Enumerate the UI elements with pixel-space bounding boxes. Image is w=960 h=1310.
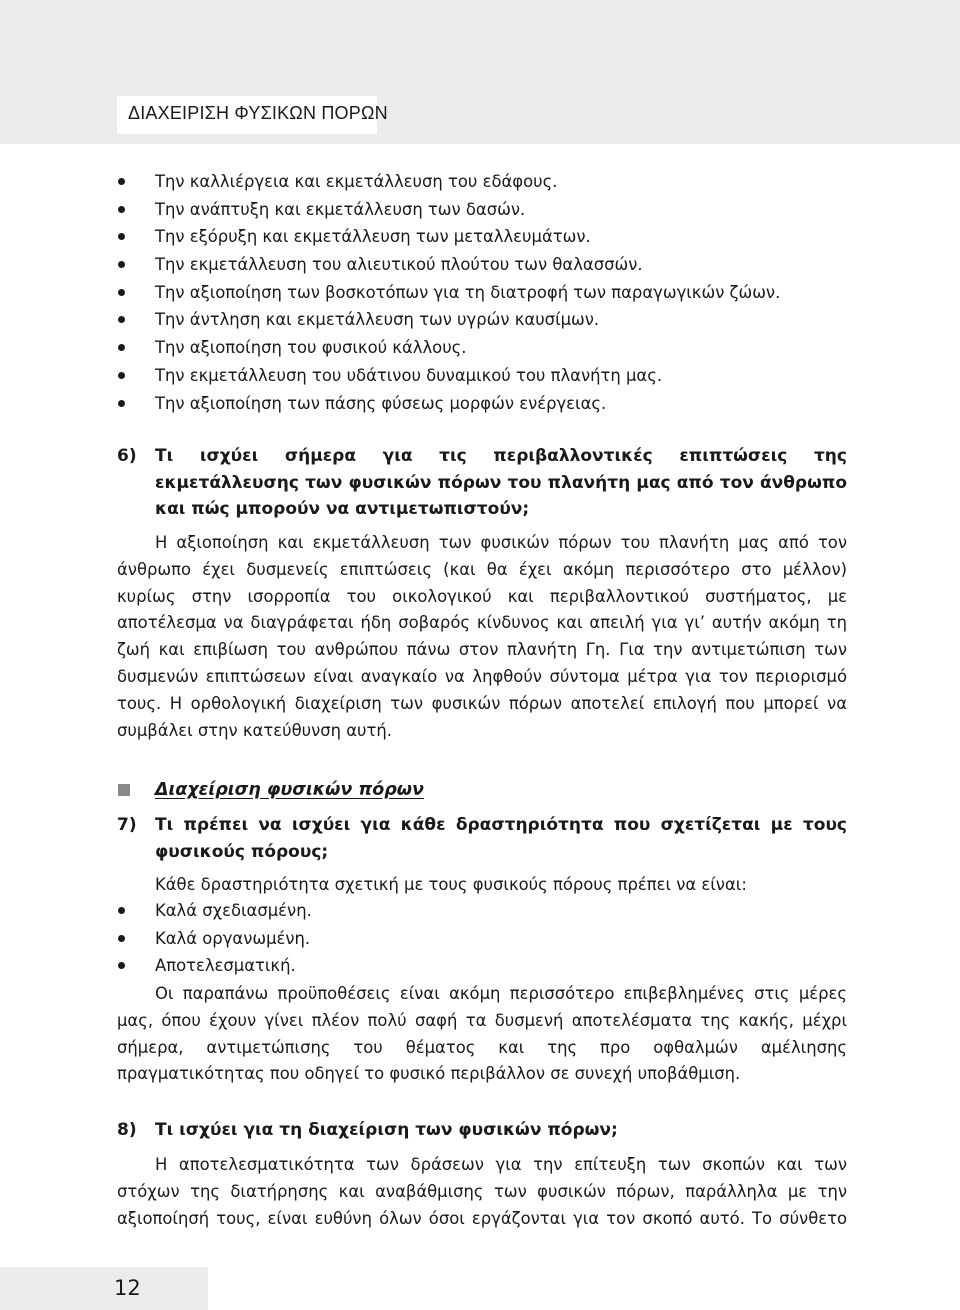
question-number: 6) bbox=[117, 446, 137, 466]
section-title: Διαχείριση φυσικών πόρων bbox=[155, 780, 424, 800]
answer-8: Η αποτελεσματικότητα των δράσεων για την επίτευξη των σκοπών και των στόχων της διατήρησης και αναβάθμισης των φυσικών πόρων, παράλληλα με την αξιοποίησή τους, είναι ευθύνη όλων όσοι εργάζονται για τον σκοπό αυτό. Το σύνθετο bbox=[117, 1155, 847, 1228]
question-number: 8) bbox=[117, 1120, 137, 1140]
question-7 bbox=[117, 812, 847, 865]
chapter-title: ΔΙΑΧΕΙΡΙΣΗ ΦΥΣΙΚΩΝ ΠΟΡΩΝ bbox=[128, 103, 388, 123]
bullet-icon bbox=[118, 907, 125, 914]
bullet-icon bbox=[118, 400, 125, 407]
section-heading bbox=[117, 776, 424, 804]
answer-7: Οι παραπάνω προϋποθέσεις είναι ακόμη περισσότερο επιβεβλημένες στις μέρες μας, όπου έχουν γίνει πλέον πολύ σαφή τα δυσμενή αποτελέσματα της κακής, μέχρι σήμερα, αντιμετώπισης του θέματος και της προ οφθαλμών αμέλιησης πραγματικότητας που οδηγεί το φυσικό περιβάλλον σε συνεχή υποβάθμιση. bbox=[117, 984, 847, 1084]
list-item: Καλά σχεδιασμένη. bbox=[117, 897, 857, 925]
list-item: Καλά οργανωμένη. bbox=[117, 925, 857, 953]
page-number: 12 bbox=[114, 1276, 141, 1300]
list-item: Την αξιοποίηση των βοσκοτόπων για τη διατροφή των παραγωγικών ζώων. bbox=[117, 279, 857, 307]
question-8 bbox=[117, 1117, 847, 1144]
bullet-icon bbox=[118, 289, 125, 296]
list-item: Την αξιοποίηση των πάσης φύσεως μορφών ενέργειας. bbox=[117, 390, 857, 418]
bullet-icon bbox=[118, 261, 125, 268]
question-text: Τι πρέπει να ισχύει για κάθε δραστηριότητα που σχετίζεται με τους φυσικούς πόρους; bbox=[155, 815, 847, 862]
question-number: 7) bbox=[117, 815, 137, 835]
bullet-icon bbox=[118, 178, 125, 185]
list-item: Την εκμετάλλευση του αλιευτικού πλούτου των θαλασσών. bbox=[117, 251, 857, 279]
bullet-icon bbox=[118, 962, 125, 969]
bullet-icon bbox=[118, 344, 125, 351]
resources-list bbox=[117, 168, 857, 417]
bullet-icon bbox=[118, 316, 125, 323]
list-item: Την καλλιέργεια και εκμετάλλευση του εδάφους. bbox=[117, 168, 857, 196]
list-item: Την εκμετάλλευση του υδάτινου δυναμικού του πλανήτη μας. bbox=[117, 362, 857, 390]
page-number-box bbox=[0, 1267, 208, 1310]
bullet-icon bbox=[118, 935, 125, 942]
list-item: Την εξόρυξη και εκμετάλλευση των μεταλλευμάτων. bbox=[117, 223, 857, 251]
question-text: Τι ισχύει για τη διαχείριση των φυσικών πόρων; bbox=[155, 1120, 618, 1140]
running-header bbox=[117, 96, 388, 134]
question-6 bbox=[117, 443, 847, 523]
list-item: Την άντληση και εκμετάλλευση των υγρών καυσίμων. bbox=[117, 306, 857, 334]
bullet-icon bbox=[118, 233, 125, 240]
bullet-icon bbox=[118, 372, 125, 379]
answer-7-intro: Κάθε δραστηριότητα σχετική με τους φυσικούς πόρους πρέπει να είναι: bbox=[155, 875, 747, 894]
square-bullet-icon bbox=[118, 784, 130, 796]
list-item: Την αξιοποίηση του φυσικού κάλλους. bbox=[117, 334, 857, 362]
bullet-icon bbox=[118, 206, 125, 213]
question-text: Τι ισχύει σήμερα για τις περιβαλλοντικές επιπτώσεις της εκμετάλλευσης των φυσικών πόρων του πλανήτη μας από τον άνθρωπο και πώς μπορούν να αντιμετωπιστούν; bbox=[155, 446, 847, 519]
requirements-list bbox=[117, 897, 857, 980]
answer-6: Η αξιοποίηση και εκμετάλλευση των φυσικών πόρων του πλανήτη μας από τον άνθρωπο έχει δυσμενείς επιπτώσεις (και θα έχει ακόμη περισσότερο στο μέλλον) κυρίως στην ισορροπία του οικολογικού και περιβαλλοντικού συστήματος, με αποτέλεσμα να διαγράφεται ήδη σοβαρός κίνδυνος και απειλή για γι’ αυτήν ακόμη τη ζωή και επιβίωση του ανθρώπου πάνω στον πλανήτη Γη. Για την αντιμετώπιση των δυσμενών επιπτώσεων είναι αναγκαίο να ληφθούν σύντομα μέτρα για τον περιορισμό τους. Η ορθολογική διαχείριση των φυσικών πόρων αποτελεί επιλογή που μπορεί να συμβάλει στην κατεύθυνση αυτή. bbox=[117, 533, 847, 740]
list-item: Αποτελεσματική. bbox=[117, 952, 857, 980]
list-item: Την ανάπτυξη και εκμετάλλευση των δασών. bbox=[117, 196, 857, 224]
